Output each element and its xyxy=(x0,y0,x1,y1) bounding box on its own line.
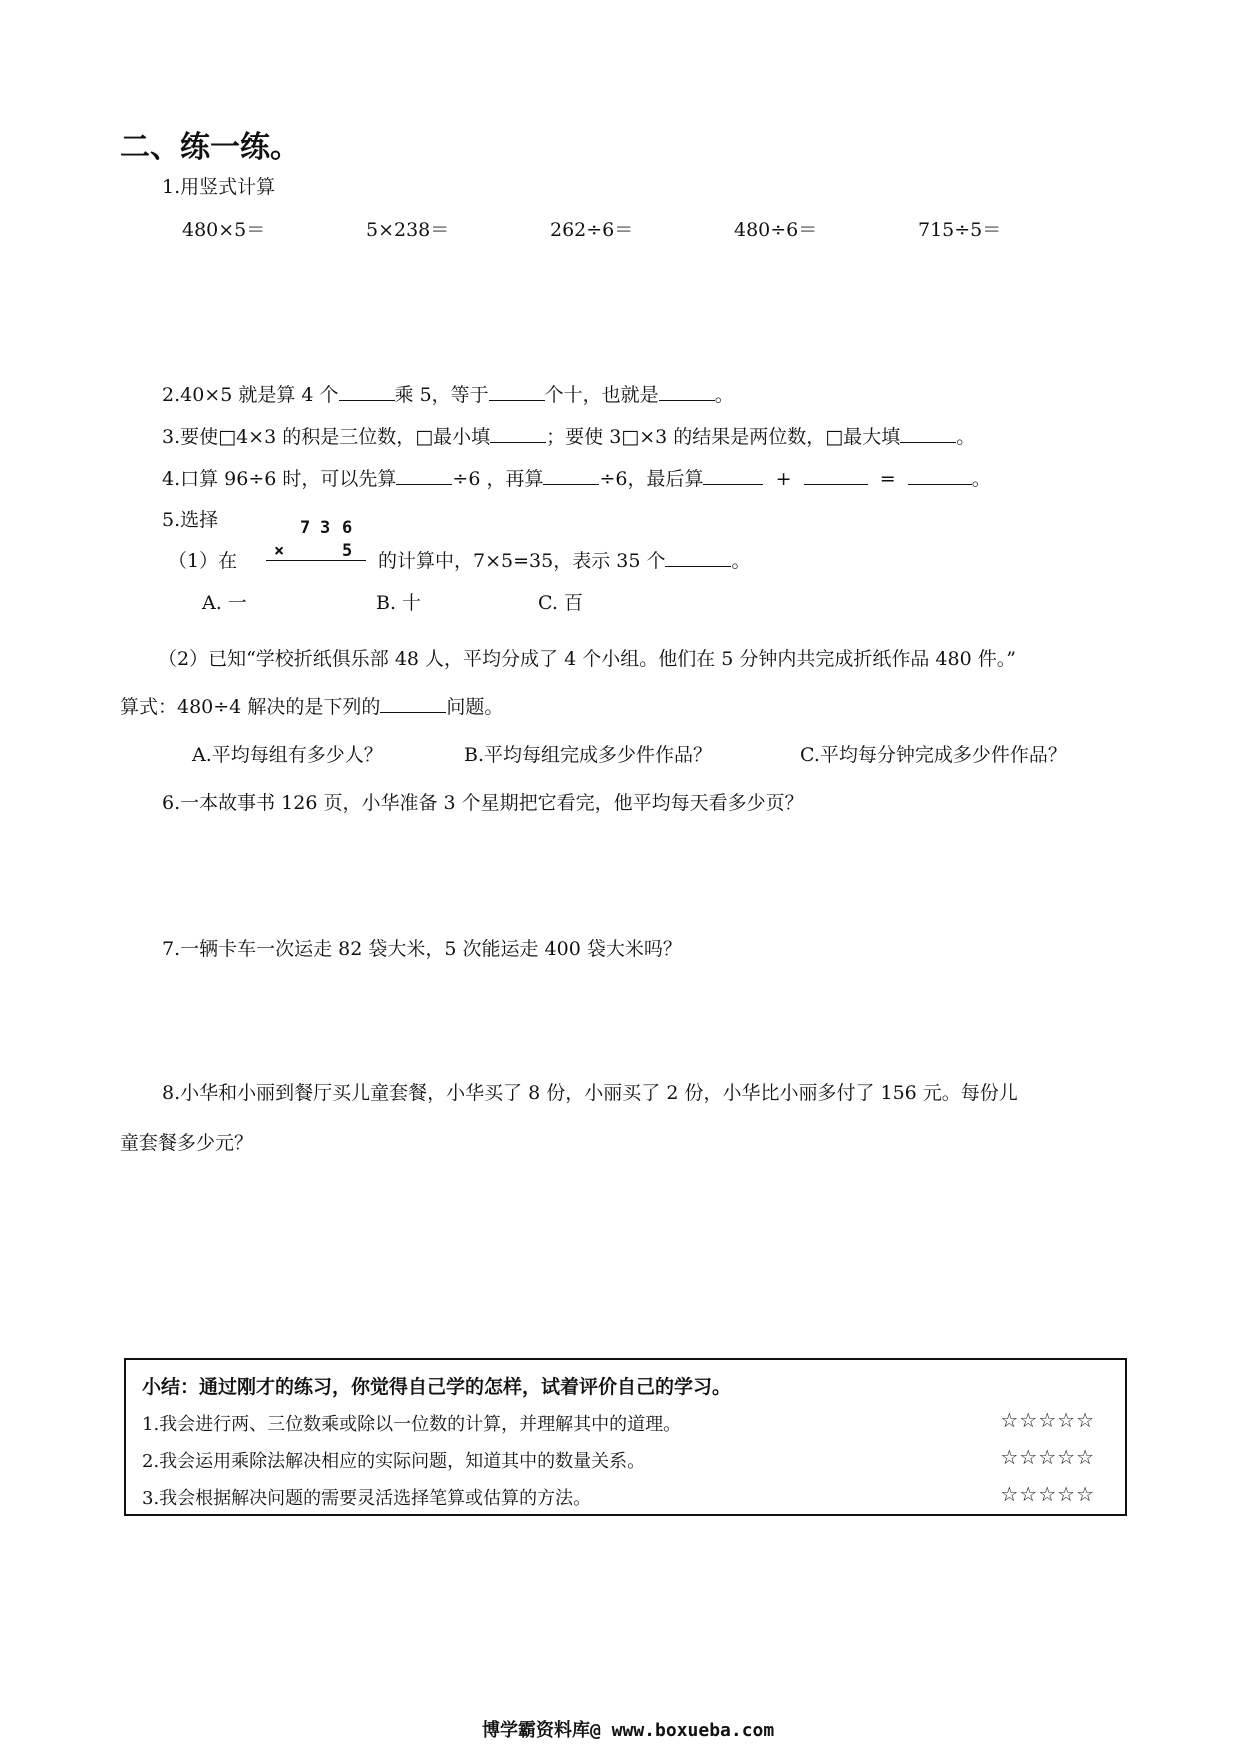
q2-blank-1[interactable] xyxy=(339,382,395,401)
q4-line xyxy=(162,464,991,491)
footer-watermark: 博学霸资料库@ www.boxueba.com xyxy=(482,1720,775,1741)
q5-label: 5.选择 xyxy=(162,509,219,531)
q2-blank-3[interactable] xyxy=(659,382,715,401)
q5-2-line1: （2）已知“学校折纸俱乐部 48 人，平均分成了 4 个小组。他们在 5 分钟内共完成折纸作品 480 件。” xyxy=(158,648,1016,670)
q3-text-1: 3.要使□4×3 的积是三位数，□最小填 xyxy=(162,426,491,448)
summary-stars-3[interactable]: ☆☆☆☆☆ xyxy=(1000,1482,1095,1506)
q1-label: 1.用竖式计算 xyxy=(162,176,276,198)
q4-text-6: 。 xyxy=(971,468,991,490)
top-digit-3: 6 xyxy=(342,518,353,538)
q4-plus: + xyxy=(775,468,792,490)
q1-item-5: 715÷5＝ xyxy=(918,219,1002,241)
q5-2-text-b: 问题。 xyxy=(446,696,504,718)
vertical-multiplication xyxy=(266,518,366,566)
summary-box xyxy=(124,1358,1127,1516)
q5-2-option-c[interactable]: C.平均每分钟完成多少件作品？ xyxy=(800,744,1067,766)
q4-blank-1[interactable] xyxy=(396,466,452,485)
summary-title: 小结：通过刚才的练习，你觉得自己学的怎样，试着评价自己的学习。 xyxy=(142,1376,732,1398)
q4-blank-2[interactable] xyxy=(543,466,599,485)
q2-text-2: 乘 5，等于 xyxy=(394,384,489,406)
q4-equals: = xyxy=(879,468,896,490)
q5-1-option-c[interactable]: C. 百 xyxy=(538,592,583,614)
q5-2-text-a: 算式：480÷4 解决的是下列的 xyxy=(120,696,381,718)
summary-row-1: 1.我会进行两、三位数乘或除以一位数的计算，并理解其中的道理。 xyxy=(142,1414,682,1435)
q5-2-option-b[interactable]: B.平均每组完成多少件作品？ xyxy=(464,744,713,766)
q1-item-1: 480×5＝ xyxy=(182,219,266,241)
q5-2-blank[interactable] xyxy=(380,694,446,713)
q8-line1: 8.小华和小丽到餐厅买儿童套餐，小华买了 8 份，小丽买了 2 份，小华比小丽多付了 156 元。每份儿 xyxy=(162,1082,1018,1104)
q2-line xyxy=(162,380,734,407)
q4-blank-3[interactable] xyxy=(703,466,763,485)
top-digit-2: 3 xyxy=(320,518,331,538)
q5-1-suffix-a: 的计算中，7×5=35，表示 35 个 xyxy=(378,550,666,572)
summary-row-2: 2.我会运用乘除法解决相应的实际问题，知道其中的数量关系。 xyxy=(142,1451,646,1472)
q3-line xyxy=(162,422,975,449)
top-digit-1: 7 xyxy=(300,518,311,538)
q1-item-4: 480÷6＝ xyxy=(734,219,818,241)
q1-item-2: 5×238＝ xyxy=(366,219,450,241)
q5-1-blank[interactable] xyxy=(665,548,731,567)
q1-item-3: 262÷6＝ xyxy=(550,219,634,241)
multiplier-digit: 5 xyxy=(342,541,353,561)
q5-1-suffix-b: 。 xyxy=(731,550,751,572)
q5-1-suffix xyxy=(378,546,750,573)
q5-2-option-a[interactable]: A.平均每组有多少人？ xyxy=(192,744,383,766)
q5-1-prefix: （1）在 xyxy=(168,550,238,572)
section-title: 二、练一练。 xyxy=(120,130,300,165)
q3-text-2: ；要使 3□×3 的结果是两位数，□最大填 xyxy=(546,426,901,448)
q4-blank-5[interactable] xyxy=(908,466,972,485)
q4-text-3: ÷6，最后算 xyxy=(599,468,704,490)
q3-text-3: 。 xyxy=(956,426,976,448)
q5-1-option-b[interactable]: B. 十 xyxy=(376,592,422,614)
q8-line2: 童套餐多少元？ xyxy=(120,1132,254,1154)
summary-stars-1[interactable]: ☆☆☆☆☆ xyxy=(1000,1408,1095,1432)
vertical-calc-line xyxy=(266,560,366,561)
q2-text-4: 。 xyxy=(714,384,734,406)
q7-text: 7.一辆卡车一次运走 82 袋大米，5 次能运走 400 袋大米吗？ xyxy=(162,938,682,960)
q2-text-1: 2.40×5 就是算 4 个 xyxy=(162,384,339,406)
q4-text-1: 4.口算 96÷6 时，可以先算 xyxy=(162,468,397,490)
summary-stars-2[interactable]: ☆☆☆☆☆ xyxy=(1000,1445,1095,1469)
q4-text-2: ÷6 ，再算 xyxy=(452,468,544,490)
q4-blank-4[interactable] xyxy=(804,466,868,485)
q6-text: 6.一本故事书 126 页，小华准备 3 个星期把它看完，他平均每天看多少页？ xyxy=(162,792,804,814)
q3-blank-2[interactable] xyxy=(900,424,956,443)
q3-blank-1[interactable] xyxy=(490,424,546,443)
q2-blank-2[interactable] xyxy=(489,382,545,401)
q5-1-option-a[interactable]: A. 一 xyxy=(202,592,247,614)
summary-row-3: 3.我会根据解决问题的需要灵活选择笔算或估算的方法。 xyxy=(142,1488,592,1509)
q2-text-3: 个十，也就是 xyxy=(544,384,659,406)
times-sign: × xyxy=(274,541,285,561)
q5-2-line2 xyxy=(120,692,503,719)
